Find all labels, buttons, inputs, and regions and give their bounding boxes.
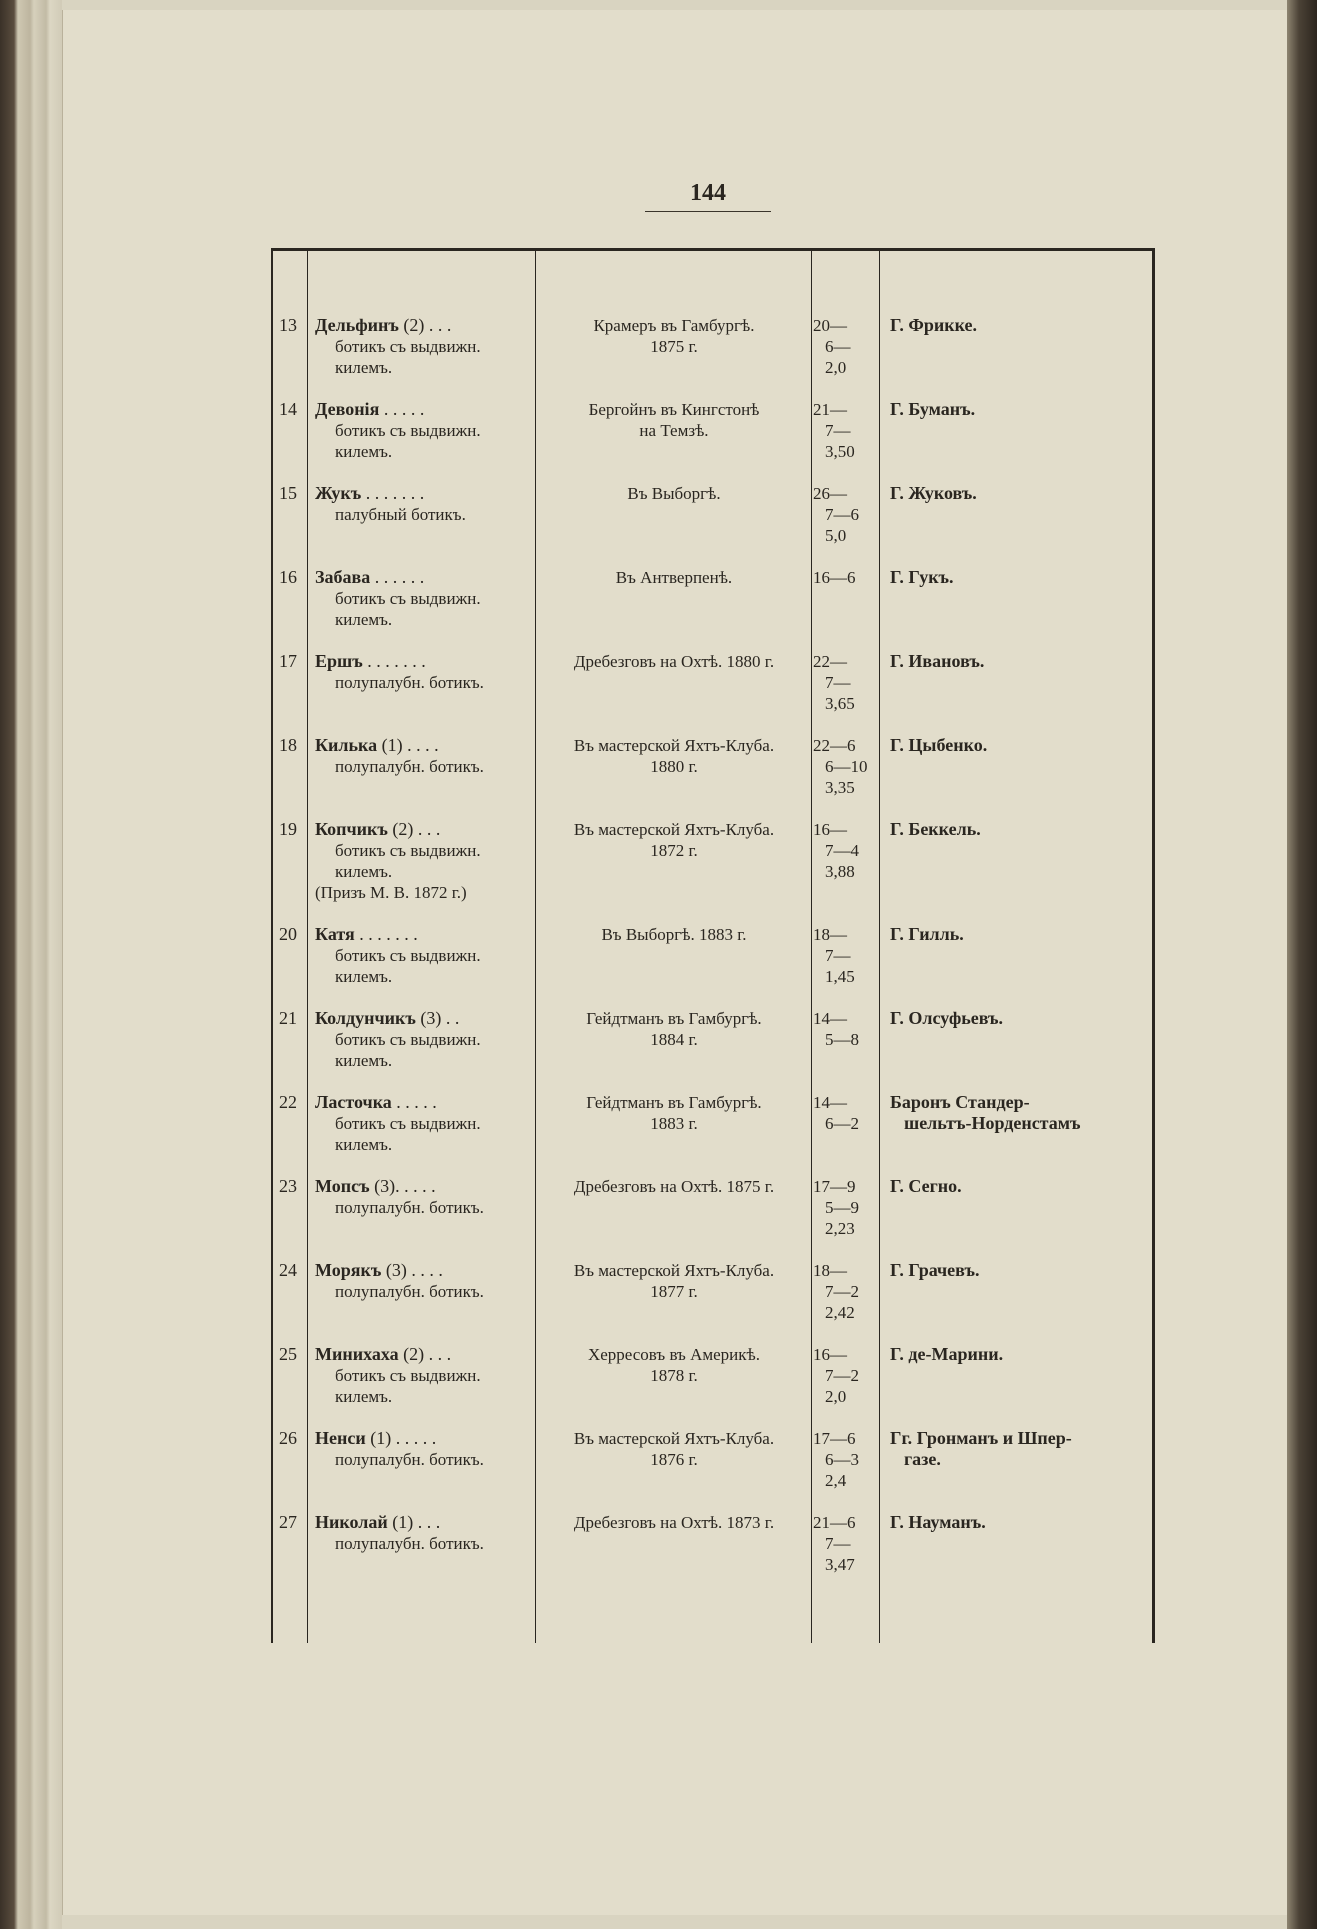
owner-line: Г. Сегно. [890, 1176, 962, 1196]
builder-line: Дребезговъ на Охтѣ. 1873 г. [573, 1513, 775, 1532]
builder-cell [536, 399, 812, 441]
yacht-type: ботикъ съ выдвижн. [335, 1366, 481, 1385]
dimension-value: 21—6 [813, 1513, 856, 1532]
yacht-type: полупалубн. ботикъ. [335, 673, 484, 692]
owner-cell [890, 1428, 1152, 1470]
dimension-value: 3,65 [825, 694, 855, 713]
dimension-value: 7— [825, 1534, 851, 1553]
table-row [273, 399, 1152, 483]
yacht-name: Килька [315, 735, 378, 755]
yacht-type: ботикъ съ выдвижн. [335, 841, 481, 860]
owner-line: газе. [904, 1449, 941, 1469]
table-row [273, 1344, 1152, 1428]
dimension-value: 7— [825, 673, 851, 692]
dimensions-cell [813, 1008, 883, 1050]
yacht-class-dots: (1) . . . [387, 1512, 441, 1532]
dimension-value: 3,88 [825, 862, 855, 881]
builder-line: Крамеръ въ Гамбургѣ. [593, 316, 755, 335]
table-row [273, 924, 1152, 1008]
yacht-name-cell [315, 1512, 555, 1554]
yacht-type: ботикъ съ выдвижн. [335, 1030, 481, 1049]
builder-line: Гейдтманъ въ Гамбургѣ. [586, 1093, 762, 1112]
yacht-name-cell [315, 567, 555, 630]
yacht-name-cell [315, 735, 555, 777]
yacht-class-dots: . . . . . [391, 1092, 437, 1112]
yacht-name: Ершъ [315, 651, 363, 671]
dimension-value: 17—9 [813, 1177, 856, 1196]
yacht-type: палубный ботикъ. [335, 505, 466, 524]
builder-line: Въ мастерской Яхтъ-Клуба. [573, 820, 775, 839]
builder-cell [536, 735, 812, 777]
builder-line: Херресовъ въ Америкѣ. [587, 1345, 761, 1364]
row-number: 18 [279, 735, 297, 755]
row-number: 21 [279, 1008, 297, 1028]
yacht-class-dots: (3) . . . . [381, 1260, 443, 1280]
yacht-name: Мопсъ [315, 1176, 370, 1196]
yacht-type: полупалубн. ботикъ. [335, 757, 484, 776]
row-number: 24 [279, 1260, 297, 1280]
book-page-edges [0, 0, 62, 1929]
builder-cell [536, 819, 812, 861]
builder-line: на Темзѣ. [639, 421, 709, 440]
builder-line: 1876 г. [650, 1450, 698, 1469]
yacht-class-dots: (2) . . . [398, 315, 452, 335]
yacht-type: килемъ. [335, 967, 393, 986]
dimension-value: 7—4 [825, 841, 859, 860]
yacht-name: Николай [315, 1512, 388, 1532]
builder-cell [536, 567, 812, 588]
table-row [273, 483, 1152, 567]
owner-line: Г. Ивановъ. [890, 651, 985, 671]
dimension-value: 2,4 [825, 1471, 847, 1490]
builder-cell [536, 483, 812, 504]
yacht-type: ботикъ съ выдвижн. [335, 1114, 481, 1133]
table-row [273, 735, 1152, 819]
row-number: 16 [279, 567, 297, 587]
yacht-name: Копчикъ [315, 819, 388, 839]
dimension-value: 7—6 [825, 505, 859, 524]
dimensions-cell [813, 1260, 883, 1323]
owner-line: Г. Грачевъ. [890, 1260, 980, 1280]
yacht-type: полупалубн. ботикъ. [335, 1450, 484, 1469]
yacht-class-dots: . . . . . . [370, 567, 425, 587]
yacht-name: Минихаха [315, 1344, 399, 1364]
builder-cell [536, 315, 812, 357]
dimension-value: 2,42 [825, 1303, 855, 1322]
owner-cell [890, 924, 1152, 945]
owner-line: Г. Жуковъ. [890, 483, 977, 503]
owner-cell [890, 1512, 1152, 1533]
yacht-type: полупалубн. ботикъ. [335, 1198, 484, 1217]
dimension-value: 7—2 [825, 1366, 859, 1385]
owner-line: Гг. Гронманъ и Шпер- [890, 1428, 1072, 1448]
yacht-type: килемъ. [335, 1051, 393, 1070]
builder-line: 1877 г. [650, 1282, 698, 1301]
yacht-class-dots: . . . . . . . [361, 483, 425, 503]
row-number: 14 [279, 399, 297, 419]
yacht-name-cell [315, 1344, 555, 1407]
builder-cell [536, 1260, 812, 1302]
builder-cell [536, 651, 812, 672]
row-number: 20 [279, 924, 297, 944]
table-row [273, 1512, 1152, 1596]
yacht-name-cell [315, 1092, 555, 1155]
dimensions-cell [813, 1512, 883, 1575]
owner-line: Г. Науманъ. [890, 1512, 986, 1532]
owner-cell [890, 1260, 1152, 1281]
yacht-name-cell [315, 924, 555, 987]
yacht-class-dots: (2) . . . [387, 819, 441, 839]
yacht-type: полупалубн. ботикъ. [335, 1534, 484, 1553]
yacht-name: Ласточка [315, 1092, 392, 1112]
dimension-value: 7— [825, 946, 851, 965]
dimension-value: 2,23 [825, 1219, 855, 1238]
builder-cell [536, 1428, 812, 1470]
owner-line: Г. де-Марини. [890, 1344, 1004, 1364]
builder-line: Бергойнъ въ Кингстонѣ [588, 400, 760, 419]
row-number: 27 [279, 1512, 297, 1532]
yacht-class-dots: (1) . . . . . [365, 1428, 437, 1448]
dimension-value: 3,35 [825, 778, 855, 797]
yacht-register-table [271, 248, 1155, 1643]
builder-cell [536, 1176, 812, 1197]
yacht-name-cell [315, 1428, 555, 1470]
yacht-class-dots: (1) . . . . [377, 735, 439, 755]
builder-line: 1884 г. [650, 1030, 698, 1049]
yacht-type: килемъ. [335, 442, 393, 461]
yacht-class-dots: . . . . . . . [362, 651, 426, 671]
builder-line: Въ Выборгѣ. [627, 484, 721, 503]
yacht-type: полупалубн. ботикъ. [335, 1282, 484, 1301]
yacht-name-cell [315, 483, 555, 525]
dimension-value: 7—2 [825, 1282, 859, 1301]
dimensions-cell [813, 567, 883, 588]
table-row [273, 1260, 1152, 1344]
owner-cell [890, 483, 1152, 504]
dimension-value: 14— [813, 1093, 847, 1112]
table-row [273, 567, 1152, 651]
dimensions-cell [813, 1176, 883, 1239]
builder-cell [536, 924, 812, 945]
owner-line: Г. Гукъ. [890, 567, 954, 587]
owner-line: Г. Гилль. [890, 924, 964, 944]
builder-cell [536, 1008, 812, 1050]
yacht-class-dots: (3) . . [415, 1008, 460, 1028]
row-number: 25 [279, 1344, 297, 1364]
yacht-name: Колдунчикъ [315, 1008, 416, 1028]
builder-line: 1878 г. [650, 1366, 698, 1385]
yacht-name-cell [315, 315, 555, 378]
yacht-name-cell [315, 399, 555, 462]
row-number: 17 [279, 651, 297, 671]
row-number: 13 [279, 315, 297, 335]
builder-line: Въ мастерской Яхтъ-Клуба. [573, 1261, 775, 1280]
table-row [273, 1176, 1152, 1260]
page-number: 144 [645, 180, 771, 212]
dimension-value: 1,45 [825, 967, 855, 986]
row-number: 19 [279, 819, 297, 839]
builder-line: Дребезговъ на Охтѣ. 1875 г. [573, 1177, 775, 1196]
table-row [273, 1428, 1152, 1512]
builder-line: 1880 г. [650, 757, 698, 776]
yacht-class-dots: (2) . . . [398, 1344, 452, 1364]
dimension-value: 5—8 [825, 1030, 859, 1049]
yacht-class-dots: . . . . . [379, 399, 425, 419]
dimension-value: 20— [813, 316, 847, 335]
owner-cell [890, 1008, 1152, 1029]
owner-line: Г. Буманъ. [890, 399, 976, 419]
owner-cell [890, 819, 1152, 840]
yacht-type: килемъ. [335, 1135, 393, 1154]
builder-cell [536, 1512, 812, 1533]
yacht-name-cell [315, 1176, 555, 1218]
row-number: 15 [279, 483, 297, 503]
dimension-value: 22— [813, 652, 847, 671]
yacht-name-cell [315, 651, 555, 693]
builder-line: 1875 г. [650, 337, 698, 356]
builder-line: Дребезговъ на Охтѣ. 1880 г. [573, 652, 775, 671]
yacht-type: килемъ. [335, 1387, 393, 1406]
dimension-value: 6—10 [825, 757, 868, 776]
yacht-class-dots: . . . . . . . [354, 924, 418, 944]
dimension-value: 2,0 [825, 1387, 847, 1406]
owner-cell [890, 1092, 1152, 1134]
owner-cell [890, 735, 1152, 756]
builder-line: 1872 г. [650, 841, 698, 860]
builder-line: Въ Антверпенѣ. [615, 568, 733, 587]
owner-cell [890, 567, 1152, 588]
builder-line: Гейдтманъ въ Гамбургѣ. [586, 1009, 762, 1028]
yacht-name: Катя [315, 924, 355, 944]
dimension-value: 6—3 [825, 1450, 859, 1469]
table-row [273, 1008, 1152, 1092]
dimension-value: 6—2 [825, 1114, 859, 1133]
dimension-value: 5—9 [825, 1198, 859, 1217]
yacht-name: Девонія [315, 399, 380, 419]
dimension-value: 16— [813, 1345, 847, 1364]
yacht-name: Жукъ [315, 483, 362, 503]
yacht-name-cell [315, 1260, 555, 1302]
yacht-type: ботикъ съ выдвижн. [335, 589, 481, 608]
owner-cell [890, 399, 1152, 420]
dimensions-cell [813, 819, 883, 882]
dimension-value: 14— [813, 1009, 847, 1028]
dimension-value: 18— [813, 925, 847, 944]
dimension-value: 2,0 [825, 358, 847, 377]
row-number: 22 [279, 1092, 297, 1112]
dimension-value: 17—6 [813, 1429, 856, 1448]
yacht-type: килемъ. [335, 610, 393, 629]
dimensions-cell [813, 735, 883, 798]
builder-line: Въ Выборгѣ. 1883 г. [601, 925, 747, 944]
yacht-type: ботикъ съ выдвижн. [335, 337, 481, 356]
owner-line: Г. Олсуфьевъ. [890, 1008, 1004, 1028]
dimension-value: 3,47 [825, 1555, 855, 1574]
owner-cell [890, 1344, 1152, 1365]
dimensions-cell [813, 315, 883, 378]
yacht-name-cell [315, 819, 555, 903]
dimensions-cell [813, 399, 883, 462]
owner-cell [890, 315, 1152, 336]
yacht-prize: (Призъ М. В. 1872 г.) [315, 883, 467, 902]
yacht-type: ботикъ съ выдвижн. [335, 946, 481, 965]
dimensions-cell [813, 924, 883, 987]
row-number: 23 [279, 1176, 297, 1196]
dimension-value: 5,0 [825, 526, 847, 545]
yacht-class-dots: (3). . . . . [369, 1176, 436, 1196]
owner-line: Г. Фрикке. [890, 315, 978, 335]
builder-line: 1883 г. [650, 1114, 698, 1133]
owner-line: Г. Беккель. [890, 819, 981, 839]
dimension-value: 7— [825, 421, 851, 440]
dimension-value: 18— [813, 1261, 847, 1280]
builder-line: Въ мастерской Яхтъ-Клуба. [573, 736, 775, 755]
yacht-name: Ненси [315, 1428, 366, 1448]
yacht-name: Дельфинъ [315, 315, 399, 335]
table-row [273, 651, 1152, 735]
builder-line: Въ мастерской Яхтъ-Клуба. [573, 1429, 775, 1448]
builder-cell [536, 1344, 812, 1386]
builder-cell [536, 1092, 812, 1134]
dimensions-cell [813, 483, 883, 546]
yacht-name: Забава [315, 567, 371, 587]
table-row [273, 1092, 1152, 1176]
dimension-value: 3,50 [825, 442, 855, 461]
yacht-name: Морякъ [315, 1260, 382, 1280]
table-body [273, 315, 1152, 1596]
owner-line: Баронъ Стандер- [890, 1092, 1030, 1112]
owner-cell [890, 1176, 1152, 1197]
book-binding-edge [1287, 0, 1317, 1929]
yacht-type: ботикъ съ выдвижн. [335, 421, 481, 440]
table-row [273, 315, 1152, 399]
dimension-value: 16—6 [813, 568, 856, 587]
dimension-value: 16— [813, 820, 847, 839]
dimensions-cell [813, 1344, 883, 1407]
dimensions-cell [813, 1428, 883, 1491]
yacht-type: килемъ. [335, 358, 393, 377]
owner-cell [890, 651, 1152, 672]
owner-line: шельтъ-Норденстамъ [904, 1113, 1081, 1133]
table-row [273, 819, 1152, 924]
owner-line: Г. Цыбенко. [890, 735, 988, 755]
yacht-name-cell [315, 1008, 555, 1071]
row-number: 26 [279, 1428, 297, 1448]
yacht-type: килемъ. [335, 862, 393, 881]
dimensions-cell [813, 651, 883, 714]
dimension-value: 26— [813, 484, 847, 503]
dimension-value: 6— [825, 337, 851, 356]
dimension-value: 22—6 [813, 736, 856, 755]
dimensions-cell [813, 1092, 883, 1134]
dimension-value: 21— [813, 400, 847, 419]
